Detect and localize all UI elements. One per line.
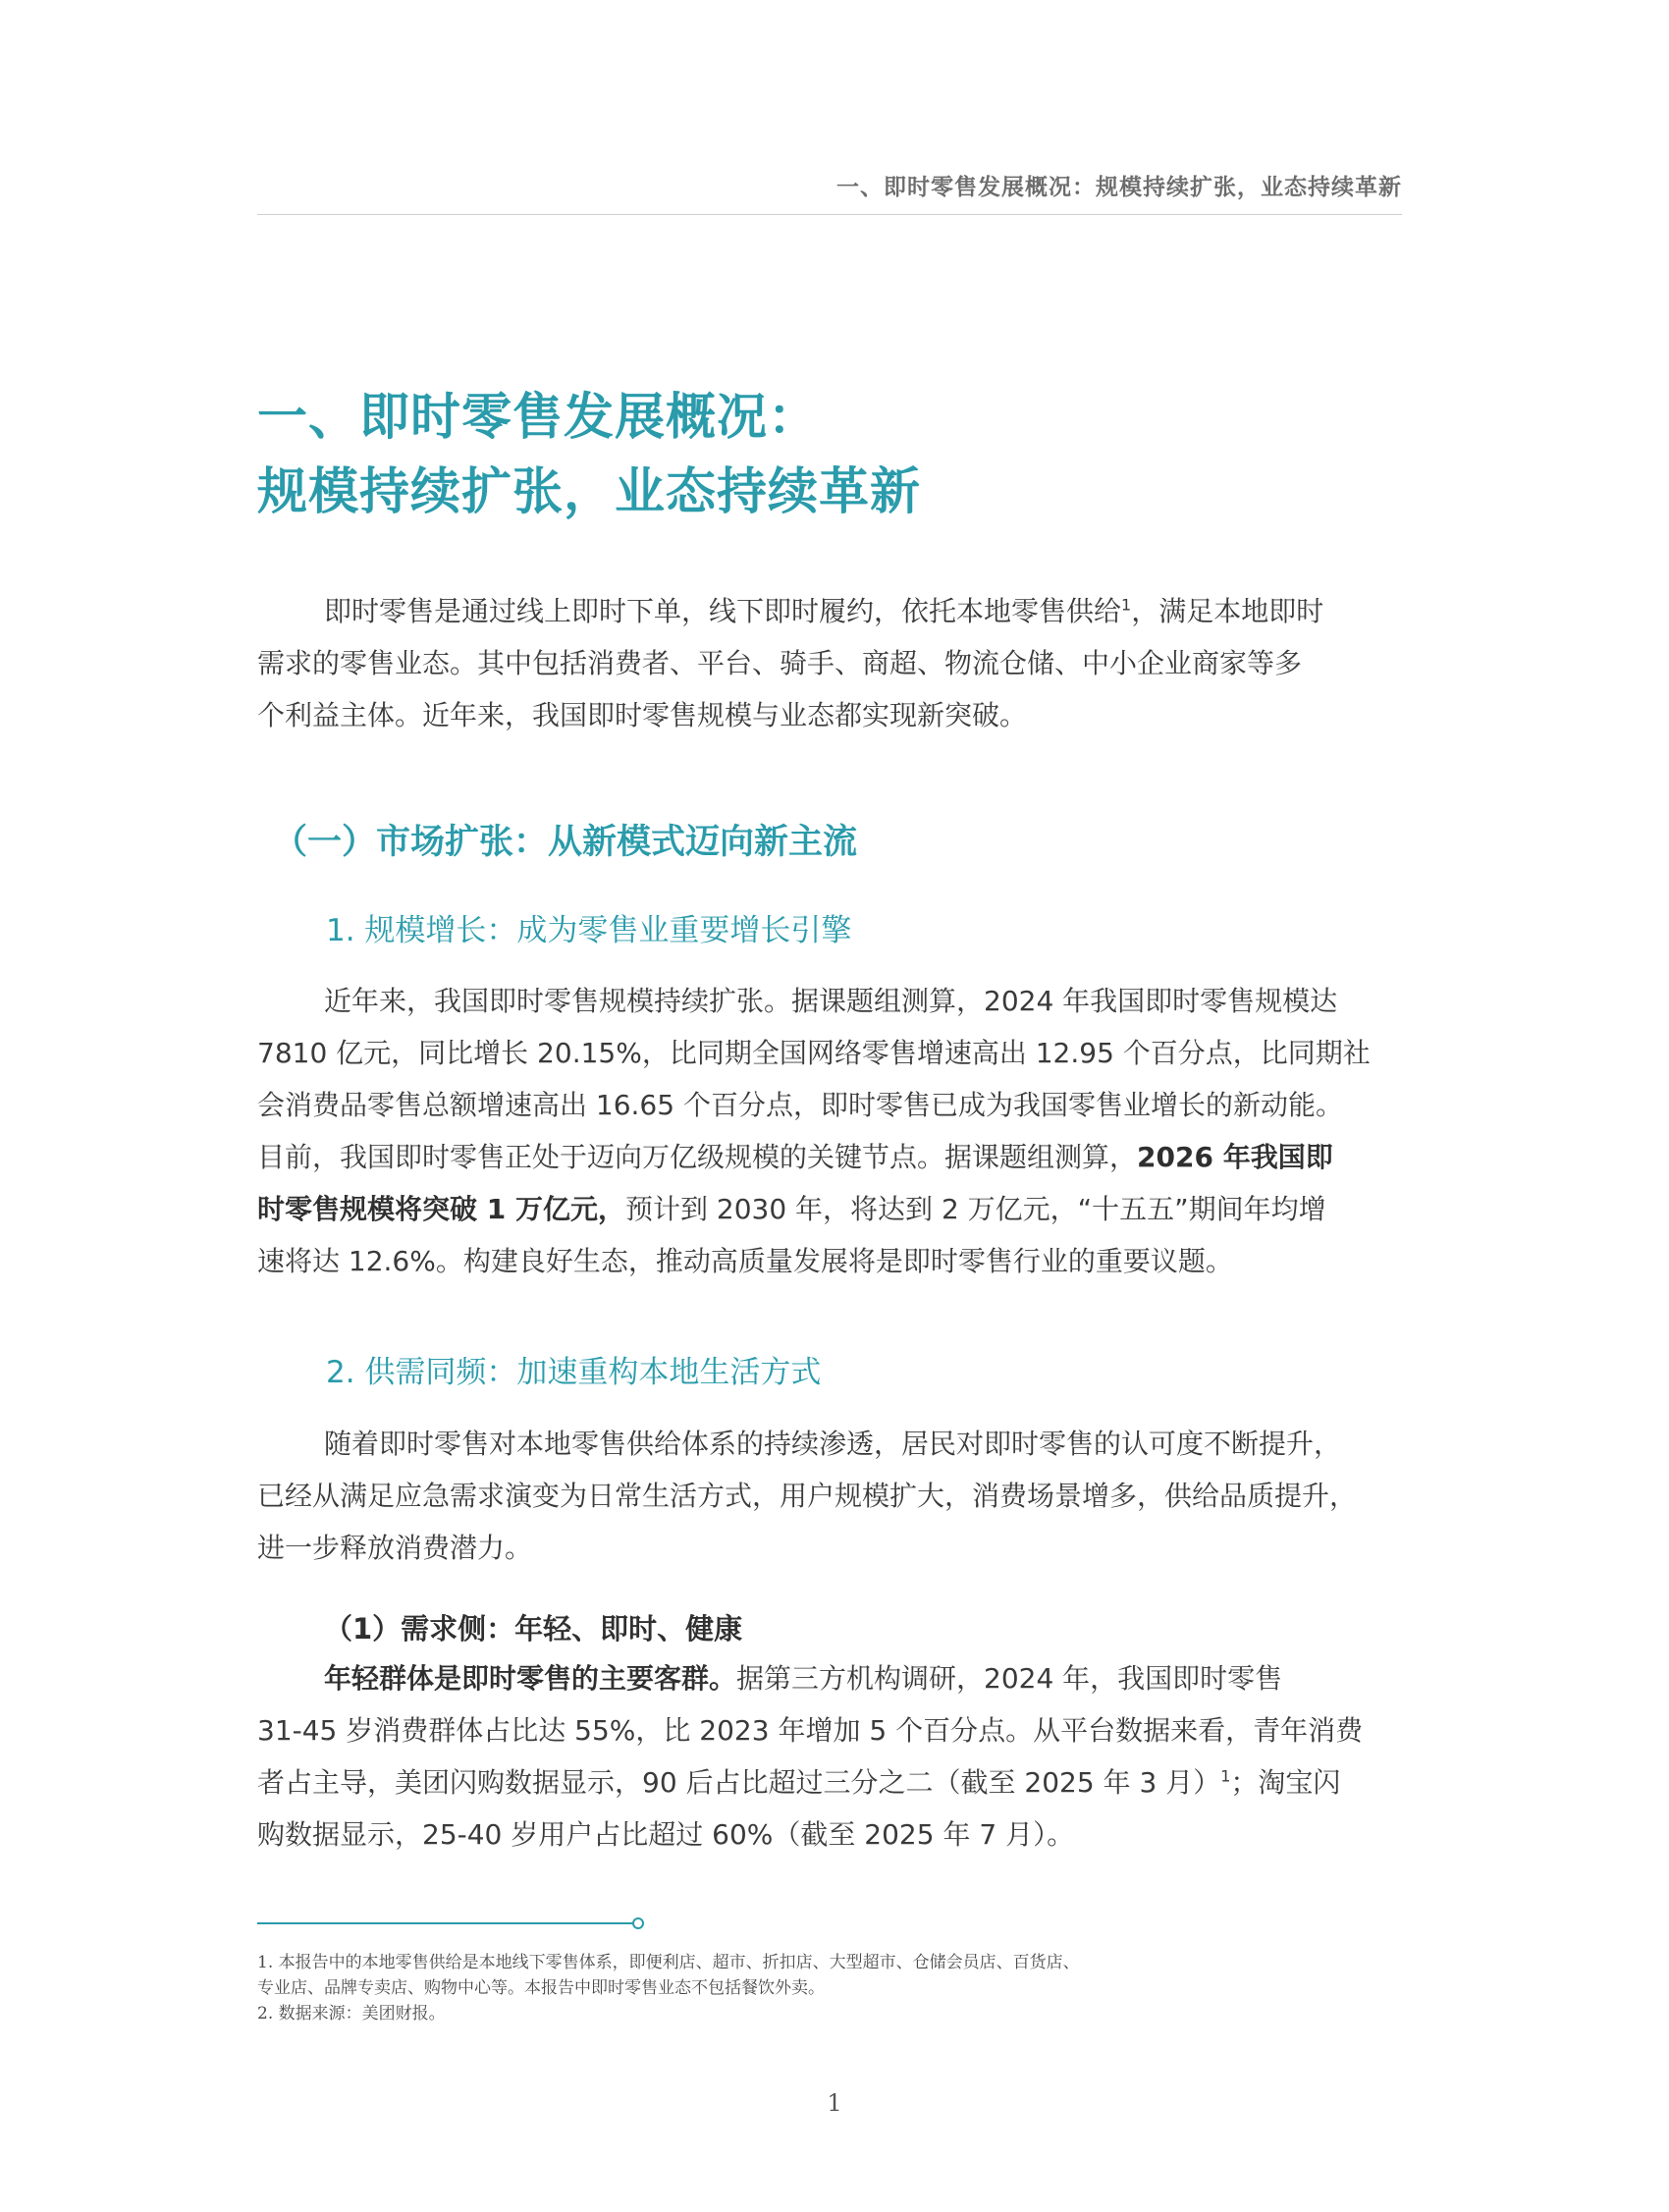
scale-growth-line-2: 7810 亿元，同比增长 20.15%，比同期全国网络零售增速高出 12.95 个百分点，比同期社 (257, 1037, 1371, 1069)
highlight-2026-scale: 2026 年我国即 (1137, 1141, 1333, 1173)
footnote-2: 2. 数据来源：美团财报。 (257, 2004, 446, 2023)
chapter-title (257, 381, 1402, 530)
intro-line-1: 即时零售是通过线上即时下单，线下即时履约，依托本地零售供给$^1$，满足本地即时 (324, 595, 1324, 627)
chapter-title-line-2: 规模持续扩张，业态持续革新 (257, 463, 922, 521)
highlight-trillion: 时零售规模将突破 1 万亿元， (257, 1193, 625, 1225)
scale-growth-line-1: 近年来，我国即时零售规模持续扩张。据课题组测算，2024 年我国即时零售规模达 (324, 985, 1338, 1017)
supply-demand-paragraph (257, 1418, 1402, 1574)
scale-growth-line-3: 会消费品零售总额增速高出 16.65 个百分点，即时零售已成为我国零售业增长的新动能。 (257, 1089, 1343, 1121)
scale-growth-line-5: 时零售规模将突破 1 万亿元，预计到 2030 年，将达到 2 万亿元，“十五五”期间年均增 (257, 1193, 1326, 1225)
demand-side-paragraph (257, 1652, 1402, 1861)
highlight-young-group: 年轻群体是即时零售的主要客群。 (324, 1662, 737, 1695)
intro-line-2: 需求的零售业态。其中包括消费者、平台、骑手、商超、物流仓储、中小企业商家等多 (257, 647, 1303, 679)
footnote-separator-dot (632, 1917, 644, 1929)
footnote-separator (257, 1922, 635, 1924)
header-rule (257, 214, 1402, 215)
scale-growth-paragraph (257, 975, 1402, 1287)
intro-line-3: 个利益主体。近年来，我国即时零售规模与业态都实现新突破。 (257, 699, 1028, 731)
supply-demand-line-3: 进一步释放消费潜力。 (257, 1532, 533, 1564)
footnote-1-line-1: 1. 本报告中的本地零售供给是本地线下零售体系，即便利店、超市、折扣店、大型超市、仓储会员店、百货店、 (257, 1953, 1080, 1972)
intro-paragraph (257, 585, 1402, 741)
subsection-title-scale-growth: 1. 规模增长：成为零售业重要增长引擎 (326, 913, 852, 948)
demand-side-title: （1）需求侧：年轻、即时、健康 (324, 1612, 743, 1646)
page-number: 1 (827, 2089, 842, 2117)
running-header: 一、即时零售发展概况：规模持续扩张，业态持续革新 (836, 175, 1402, 200)
scale-growth-line-4: 目前，我国即时零售正处于迈向万亿级规模的关键节点。据课题组测算，2026 年我国即 (257, 1141, 1333, 1173)
footnote-ref-1[interactable]: 1 (1121, 595, 1132, 615)
footnote-1-line-2: 专业店、品牌专卖店、购物中心等。本报告中即时零售业态不包括餐饮外卖。 (257, 1978, 825, 1998)
demand-line-3: 者占主导，美团闪购数据显示，90 后占比超过三分之二（截至 2025 年 3 月）$^1$；淘宝闪 (257, 1766, 1341, 1799)
footnote-ref-2[interactable]: 1 (1220, 1766, 1231, 1786)
demand-line-2: 31-45 岁消费群体占比达 55%，比 2023 年增加 5 个百分点。从平台数据来看，青年消费 (257, 1714, 1364, 1747)
supply-demand-line-1: 随着即时零售对本地零售供给体系的持续渗透，居民对即时零售的认可度不断提升， (324, 1428, 1342, 1460)
scale-growth-line-6: 速将达 12.6%。构建良好生态，推动高质量发展将是即时零售行业的重要议题。 (257, 1245, 1233, 1277)
demand-line-1: 年轻群体是即时零售的主要客群。据第三方机构调研，2024 年，我国即时零售 (324, 1662, 1283, 1695)
footnotes (257, 1950, 1402, 2026)
demand-line-4: 购数据显示，25-40 岁用户占比超过 60%（截至 2025 年 7 月）。 (257, 1818, 1075, 1851)
supply-demand-line-2: 已经从满足应急需求演变为日常生活方式，用户规模扩大，消费场景增多，供给品质提升， (257, 1480, 1358, 1512)
section-title-market-expansion: （一）市场扩张：从新模式迈向新主流 (273, 823, 858, 862)
subsection-title-supply-demand: 2. 供需同频：加速重构本地生活方式 (326, 1355, 822, 1390)
chapter-title-line-1: 一、即时零售发展概况： (257, 389, 820, 447)
